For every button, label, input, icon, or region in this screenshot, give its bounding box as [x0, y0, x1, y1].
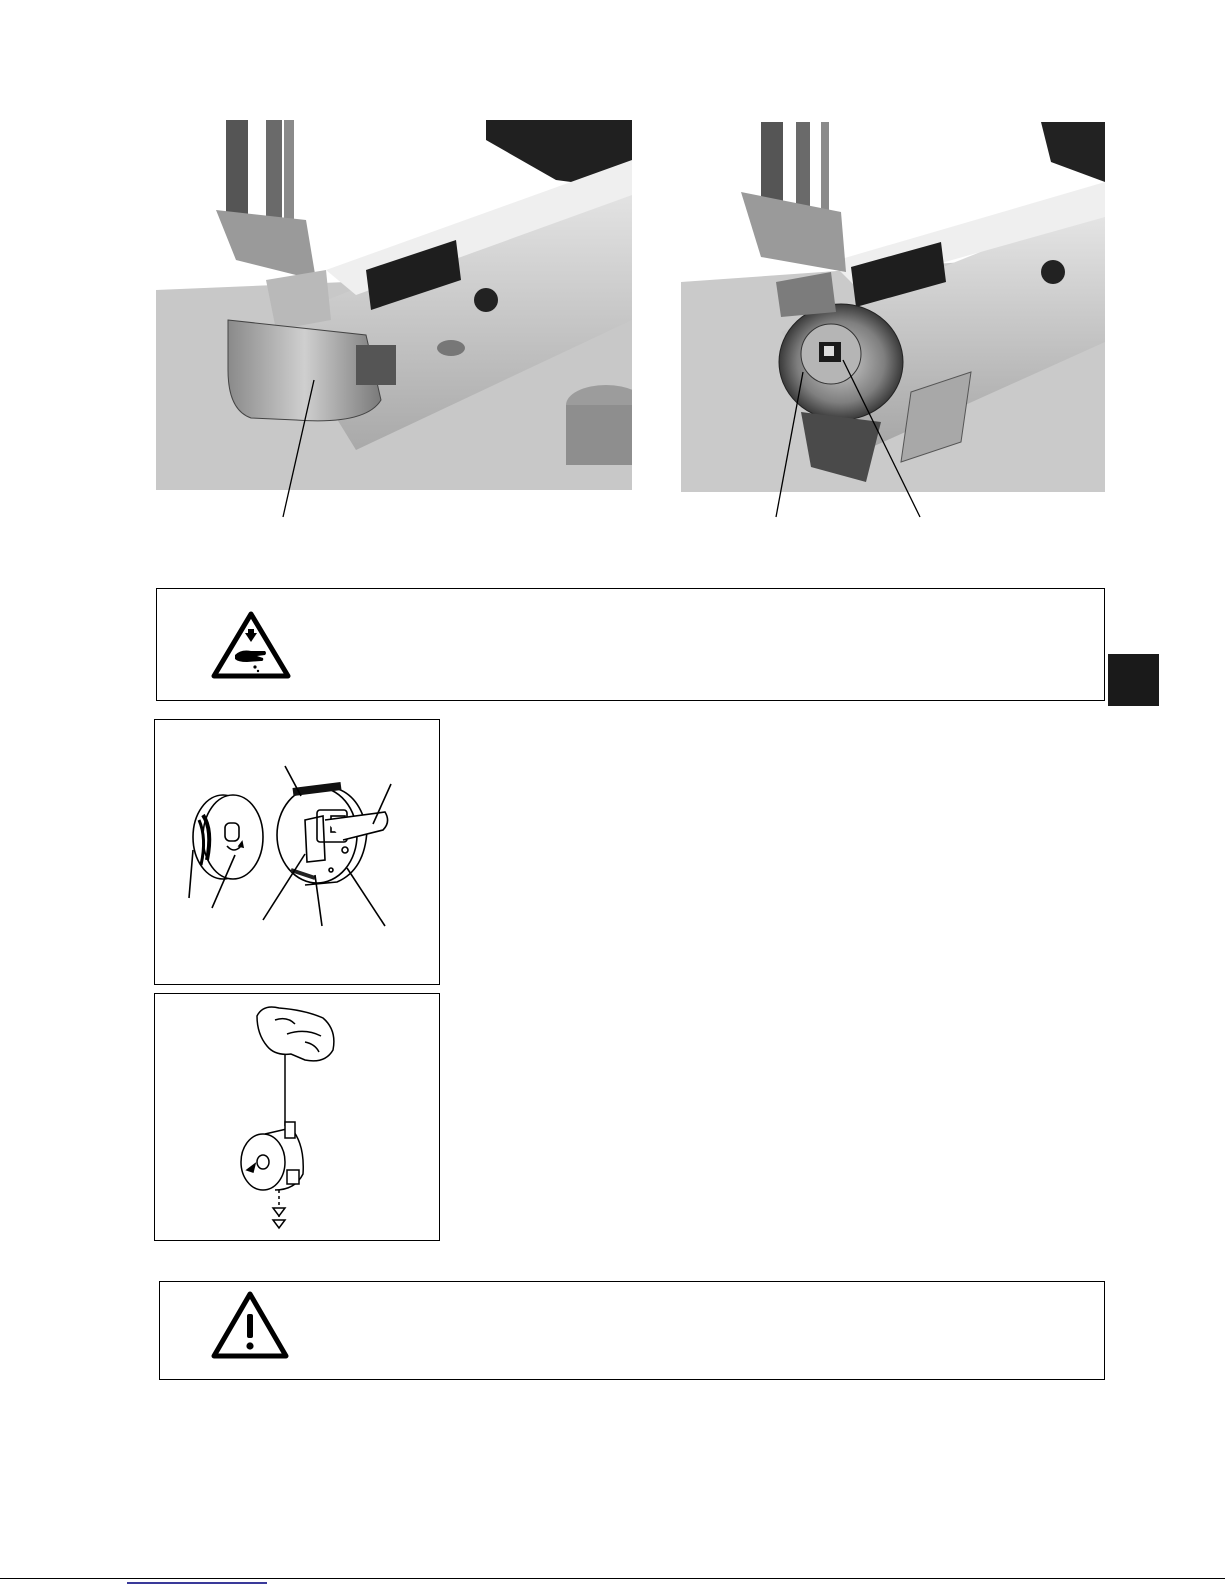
footer-rule — [0, 1578, 1225, 1579]
bobbin-diagram-frame — [154, 719, 440, 985]
photo-hook-cover-closed — [156, 120, 632, 490]
footer-link-underline — [127, 1582, 267, 1584]
bobbin-case-open-photo — [681, 122, 1105, 492]
hand-injury-warning-icon — [211, 611, 291, 679]
caution-notice-box — [159, 1281, 1105, 1380]
tension-test-frame — [154, 993, 440, 1241]
exclamation-triangle-icon — [210, 1290, 290, 1360]
section-tab-marker — [1108, 654, 1159, 706]
bobbin-and-case-line-drawing — [155, 720, 439, 984]
photo-bobbin-case-open — [681, 122, 1105, 492]
bobbin-tension-test-drawing — [155, 994, 439, 1240]
hook-cover-closed-photo — [156, 120, 632, 490]
danger-notice-box — [156, 588, 1105, 701]
